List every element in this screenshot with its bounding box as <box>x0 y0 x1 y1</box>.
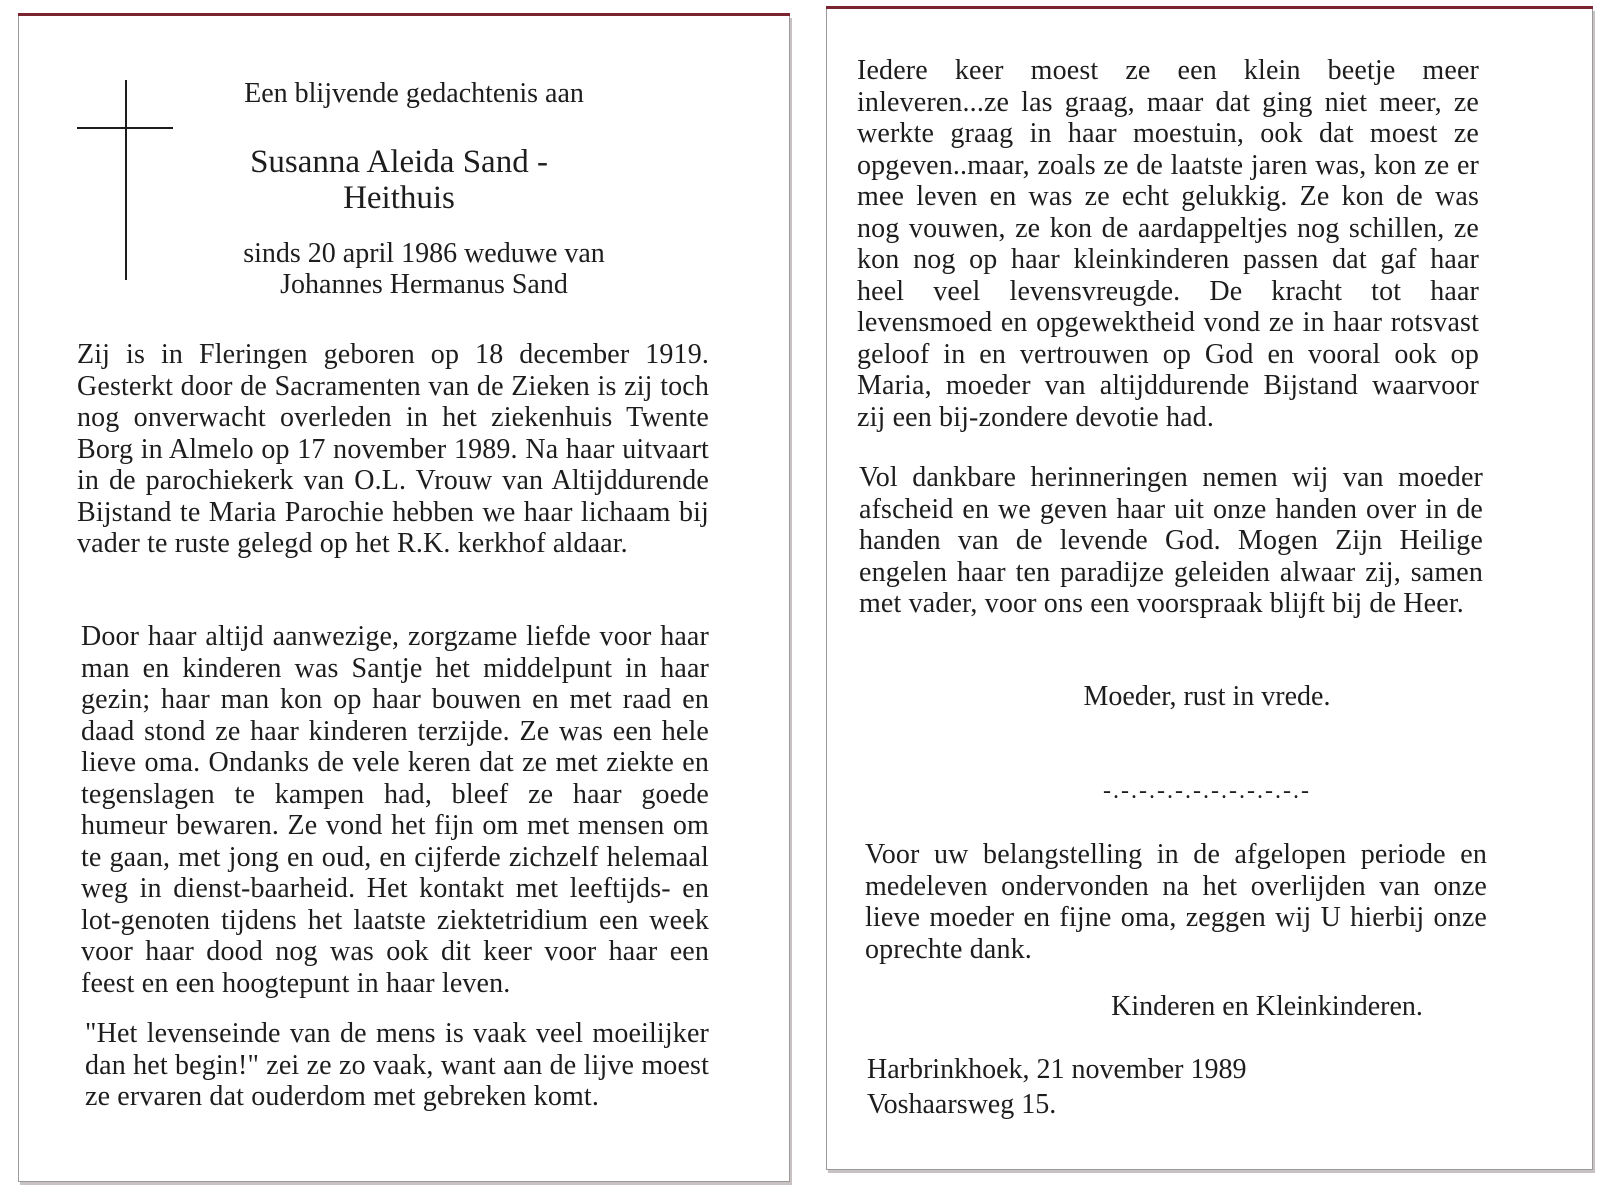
intro-line: Een blijvende gedachtenis aan <box>244 78 584 109</box>
separator-line: -.-.-.-.-.-.-.-.-.-.-.- <box>1103 778 1311 804</box>
widow-info <box>199 238 649 300</box>
thanks-paragraph: Voor uw belangstelling in de afgelopen periode en medeleven ondervonden na het overlijden van onze lieve moeder en fijne oma, zeggen wij U hierbij onze oprechte dank. <box>865 839 1487 965</box>
card-top-edge <box>826 6 1593 9</box>
tribute-paragraph: Door haar altijd aanwezige, zorgzame liefde voor haar man en kinderen was Santje het middelpunt in haar gezin; haar man kon op haar bouwen en met raad en daad stond ze haar kinderen terzijde. Ze was een hele lieve oma. Ondanks de vele keren dat ze met ziekte en tegenslagen te kampen had, bleef ze haar goede humeur bewaren. Ze vond het fijn om met mensen om te gaan, met jong en oud, en cijferde zichzelf helemaal weg in dienst-baarheid. Het kontakt met leeftijds- en lot-genoten tijdens het laatste ziektetridium een week voor haar dood nog was ook dit keer voor haar een feest en een hoogtepunt in haar leven. <box>81 621 709 999</box>
deceased-name <box>199 144 599 216</box>
closing-line: Moeder, rust in vrede. <box>1083 681 1331 712</box>
quote-paragraph: "Het levenseinde van de mens is vaak veel moeilijker dan het begin!" zei ze zo vaak, want aan de lijve moest ze ervaren dat ouderdom met gebreken komt. <box>85 1018 709 1112</box>
memorial-card-back <box>826 8 1593 1170</box>
name-line-1: Susanna Aleida Sand - <box>250 144 548 180</box>
life-paragraph: Iedere keer moest ze een klein beetje meer inleveren...ze las graag, maar dat ging niet meer, ze werkte graag in haar moestuin, ook dat moest ze opgeven..maar, zoals ze de laatste jaren was, kon ze er mee leven en was ze echt gelukkig. Ze kon de was nog vouwen, ze kon de aardappeltjes nog schillen, ze kon nog op haar kleinkinderen passen dat gaf haar heel veel levensvreugde. De kracht tot haar levensmoed en opgewektheid vond ze in haar rotsvast geloof in en vertrouwen op God en vooral ook op Maria, moeder van altijddurende Bijstand waarvoor zij een bij-zondere devotie had. <box>857 55 1479 433</box>
name-line-2: Heithuis <box>343 180 455 216</box>
farewell-paragraph: Vol dankbare herinneringen nemen wij van moeder afscheid en we geven haar uit onze handen over in de handen van de levende God. Mogen Zijn Heilige engelen haar ten paradijze geleiden alwaar zij, samen met vader, voor ons een voorspraak blijft bij de Heer. <box>859 462 1483 619</box>
card-top-edge <box>18 13 790 16</box>
biography-paragraph: Zij is in Fleringen geboren op 18 december 1919. Gesterkt door de Sacramenten van de Zieken is zij toch nog onverwacht overleden in het ziekenhuis Twente Borg in Almelo op 17 november 1989. Na haar uitvaart in de parochiekerk van O.L. Vrouw van Altijddurende Bijstand te Maria Parochie hebben we haar lichaam bij vader te ruste gelegd op het R.K. kerkhof aldaar. <box>77 339 709 559</box>
address: Voshaarsweg 15. <box>867 1089 1057 1120</box>
widow-line-1: sinds 20 april 1986 weduwe van <box>243 238 605 269</box>
widow-line-2: Johannes Hermanus Sand <box>280 269 568 300</box>
signature: Kinderen en Kleinkinderen. <box>1111 991 1423 1022</box>
memorial-card-front <box>18 15 790 1182</box>
place-date: Harbrinkhoek, 21 november 1989 <box>867 1054 1247 1085</box>
